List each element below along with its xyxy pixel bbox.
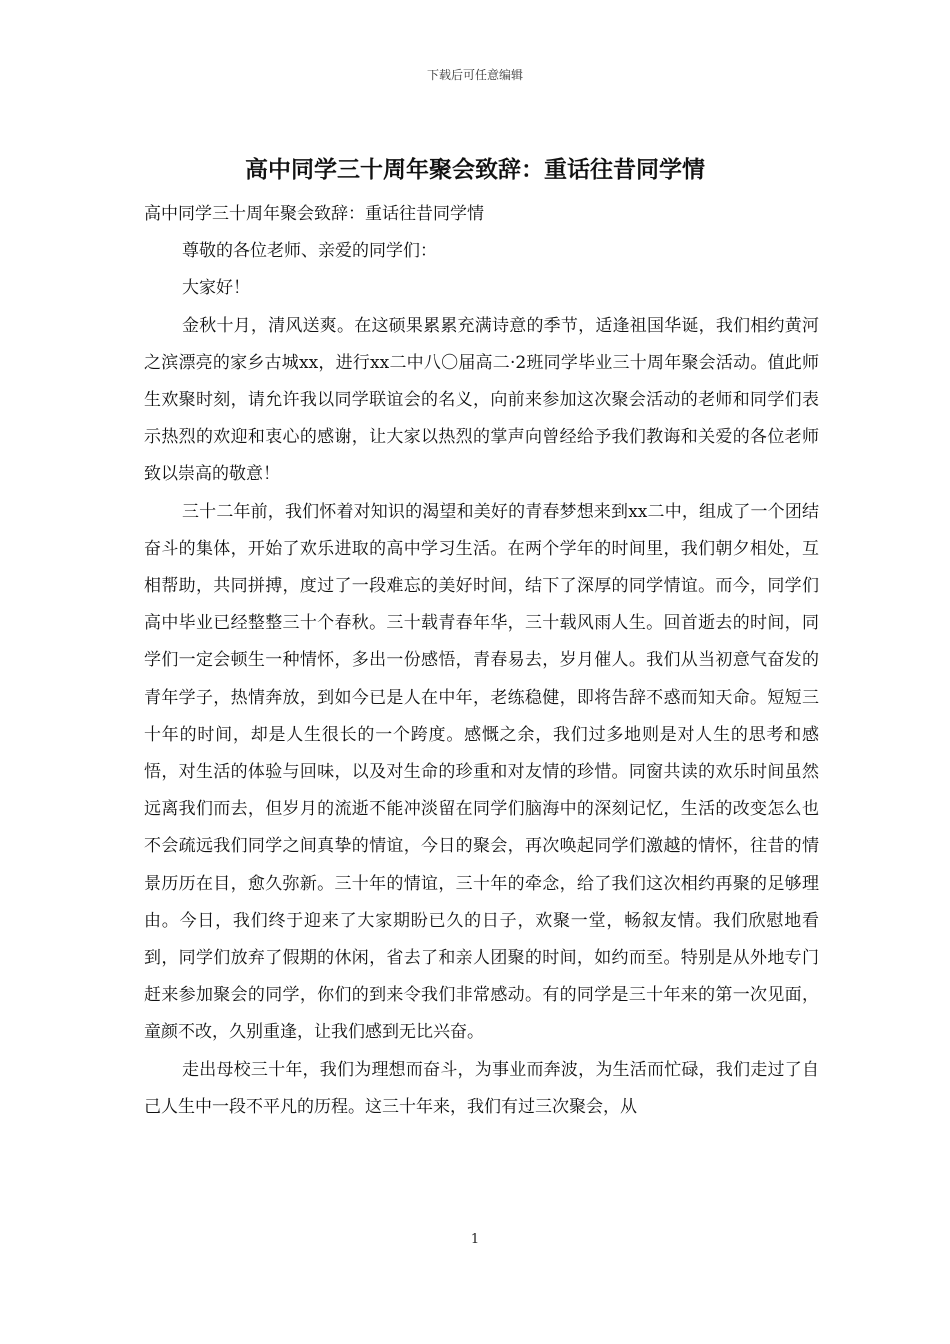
salutation-paragraph: 尊敬的各位老师、亲爱的同学们： <box>182 241 437 262</box>
document-body <box>144 196 819 1126</box>
body-paragraph: 走出母校三十年，我们为理想而奋斗，为事业而奔波，为生活而忙碌，我们走过了自己人生中一段不平凡的历程。这三十年来，我们有过三次聚会，从 <box>144 1059 819 1117</box>
greeting-paragraph: 大家好！ <box>182 278 250 299</box>
body-paragraph: 三十二年前，我们怀着对知识的渴望和美好的青春梦想来到xx二中，组成了一个团结奋斗的集体，开始了欢乐进取的高中学习生活。在两个学年的时间里，我们朝夕相处，互相帮助，共同拼搏，度过了一段难忘的美好时间，结下了深厚的同学情谊。而今，同学们高中毕业已经整整三十个春秋。三十载青春年华，三十载风雨人生。回首逝去的时间，同学们一定会顿生一种情怀，多出一份感悟，青春易去，岁月催人。我们从当初意气奋发的青年学子，热情奔放，到如今已是人在中年，老练稳健，即将告辞不惑而知天命。短短三十年的时间，却是人生很长的一个跨度。感慨之余，我们过多地则是对人生的思考和感悟，对生活的体验与回味，以及对生命的珍重和对友情的珍惜。同窗共读的欢乐时间虽然远离我们而去，但岁月的流逝不能冲淡留在同学们脑海中的深刻记忆，生活的改变怎么也不会疏远我们同学之间真挚的情谊，今日的聚会，再次唤起同学们激越的情怀，往昔的情景历历在目，愈久弥新。三十年的情谊，三十年的牵念，给了我们这次相约再聚的足够理由。今日，我们终于迎来了大家期盼已久的日子，欢聚一堂，畅叙友情。我们欣慰地看到，同学们放弃了假期的休闲，省去了和亲人团聚的时间，如约而至。特别是从外地专门赶来参加聚会的同学，你们的到来令我们非常感动。有的同学是三十年来的第一次见面，童颜不改，久别重逢，让我们感到无比兴奋。 <box>144 501 819 1043</box>
document-subtitle: 高中同学三十周年聚会致辞：重话往昔同学情 <box>144 204 484 224</box>
document-title: 高中同学三十周年聚会致辞：重话往昔同学情 <box>245 156 705 183</box>
page-header-note: 下载后可任意编辑 <box>426 68 523 82</box>
page-number: 1 <box>470 1232 480 1247</box>
body-paragraph: 金秋十月，清风送爽。在这硕果累累充满诗意的季节，适逢祖国华诞，我们相约黄河之滨漂亮的家乡古城xx，进行xx二中八〇届高二·2班同学毕业三十周年聚会活动。值此师生欢聚时刻，请允许我以同学联谊会的名义，向前来参加这次聚会活动的老师和同学们表示热烈的欢迎和衷心的感谢，让大家以热烈的掌声向曾经给予我们教诲和关爱的各位老师致以崇高的敬意！ <box>144 315 819 485</box>
